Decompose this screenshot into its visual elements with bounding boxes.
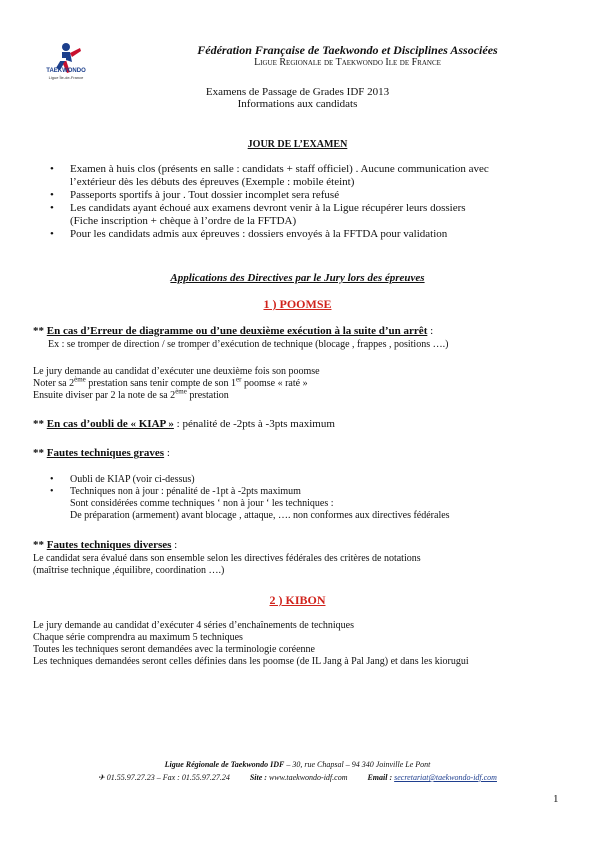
logo-subtext: Ligue Île-de-France: [48, 75, 84, 80]
list-item: [50, 189, 570, 202]
diverses-text-line: Le candidat sera évalué dans son ensemble selon les directives fédérales des critères de notations: [33, 553, 421, 564]
logo-text: TAEKWONDO: [46, 68, 86, 74]
kibon-heading: 2 ) KIBON: [269, 593, 326, 607]
exam-title: Examens de Passage de Grades IDF 2013: [205, 86, 390, 98]
jour-heading: JOUR DE L’EXAMEN: [247, 139, 348, 150]
ligue-subtitle: Ligue Regionale de Taekwondo Ile de France: [254, 57, 441, 68]
list-item-text: Passeports sportifs à jour . Tout dossier incomplet sera refusé: [70, 189, 340, 201]
graves-sub-line: De préparation (armement) avant blocage , attaque, …. non conformes aux directives fédérales: [70, 510, 450, 521]
text-part: prestation sans tenir compte de son 1: [85, 378, 237, 389]
kiap-prefix: **: [33, 418, 47, 430]
text-part: poomse « raté »: [241, 378, 308, 389]
diverses-colon: :: [171, 539, 178, 551]
diverses-text-line: (maîtrise technique ,équilibre, coordination ….): [33, 565, 225, 576]
erreur-example: Ex : se tromper de direction / se tromper d’exécution de technique (blocage , frappes , positions ….): [48, 339, 449, 350]
kibon-line: Le jury demande au candidat d’exécuter 4 séries d’enchaînements de techniques: [33, 620, 354, 631]
list-item-text: Oubli de KIAP (voir ci-dessus): [70, 474, 195, 485]
diverses-prefix: **: [33, 539, 47, 551]
kiap-rest: : pénalité de -2pts à -3pts maximum: [173, 418, 335, 430]
footer-address: [0, 760, 595, 769]
footer-ligue-name: Ligue Régionale de Taekwondo IDF: [164, 760, 285, 769]
footer-contact: [0, 773, 595, 782]
footer-phone: ✈ 01.55.97.27.23 – Fax : 01.55.97.27.24: [98, 773, 230, 782]
page-number: 1: [553, 793, 559, 805]
graves-line: [33, 447, 578, 459]
text-part: prestation: [186, 390, 229, 401]
kibon-line: Chaque série comprendra au maximum 5 techniques: [33, 632, 243, 643]
graves-colon: :: [164, 447, 170, 459]
footer-address-text: – 30, rue Chapsal – 94 340 Joinville Le Pont: [284, 760, 431, 769]
graves-title: Fautes techniques graves: [46, 447, 165, 459]
list-item-continuation: (Fiche inscription + chèque à l’ordre de la FFTDA): [70, 215, 297, 227]
kibon-line: Les techniques demandées seront celles définies dans les poomse (de IL Jang à Pal Jang) et dans les kiorugui: [33, 656, 469, 667]
graves-list: [50, 474, 580, 522]
list-item-text: Techniques non à jour : pénalité de -1pt à -2pts maximum: [70, 486, 301, 497]
list-item-continuation: l’extérieur dès les débuts des épreuves (Exemple : mobile éteint): [70, 176, 355, 188]
list-item: [50, 163, 570, 176]
jury-block: [33, 366, 573, 402]
list-item-text: Les candidats ayant échoué aux examens devront venir à la Ligue récupérer leurs dossiers: [70, 202, 466, 214]
superscript: ème: [175, 387, 187, 396]
jury-line: [33, 387, 573, 402]
kiap-title: En cas d’oubli de « KIAP »: [46, 418, 174, 430]
list-item: [50, 474, 580, 486]
text-part: Ensuite diviser par 2 la note de sa 2: [33, 390, 176, 401]
list-item-text: Examen à huis clos (présents en salle : candidats + staff officiel) . Aucune communication avec: [70, 163, 489, 175]
taekwondo-fighter-icon: [44, 40, 84, 80]
list-item: [50, 228, 570, 241]
jour-list: [50, 163, 570, 241]
erreur-title: En cas d’Erreur de diagramme ou d’une deuxième exécution à la suite d’un arrêt: [46, 325, 428, 337]
footer-email-link[interactable]: secretariat@taekwondo-idf.com: [394, 773, 497, 782]
list-item: [50, 486, 580, 498]
kiap-line: [33, 418, 578, 430]
jury-line: [33, 375, 573, 390]
erreur-colon: :: [427, 325, 434, 337]
superscript: er: [236, 375, 242, 384]
erreur-prefix: **: [33, 325, 47, 337]
superscript: ème: [74, 375, 86, 384]
graves-sub-line: Sont considérées comme techniques ‘ non à jour ‘ les techniques :: [70, 498, 334, 509]
diverses-line: [33, 539, 578, 551]
list-item: [50, 202, 570, 215]
exam-subtitle: Informations aux candidats: [237, 98, 358, 110]
graves-prefix: **: [33, 447, 47, 459]
federation-title: Fédération Française de Taekwondo et Disciplines Associées: [197, 43, 498, 57]
applications-heading: Applications des Directives par le Jury lors des épreuves: [170, 272, 425, 284]
erreur-line: [33, 325, 578, 337]
text-part: Noter sa 2: [33, 378, 75, 389]
footer-site-label: Site :: [249, 773, 269, 782]
footer-email-label: Email :: [367, 773, 395, 782]
kibon-text: [33, 620, 588, 668]
list-item-text: Pour les candidats admis aux épreuves : dossiers envoyés à la FFTDA pour validation: [70, 228, 448, 240]
diverses-text: [33, 553, 578, 577]
ligue-logo: [44, 40, 84, 80]
jury-line: Le jury demande au candidat d’exécuter une deuxième fois son poomse: [33, 366, 320, 377]
poomse-heading: 1 ) POOMSE: [263, 297, 332, 311]
footer-site-link[interactable]: www.taekwondo-idf.com: [268, 773, 348, 782]
diverses-title: Fautes techniques diverses: [46, 539, 172, 551]
kibon-line: Toutes les techniques seront demandées avec la terminologie coréenne: [33, 644, 315, 655]
